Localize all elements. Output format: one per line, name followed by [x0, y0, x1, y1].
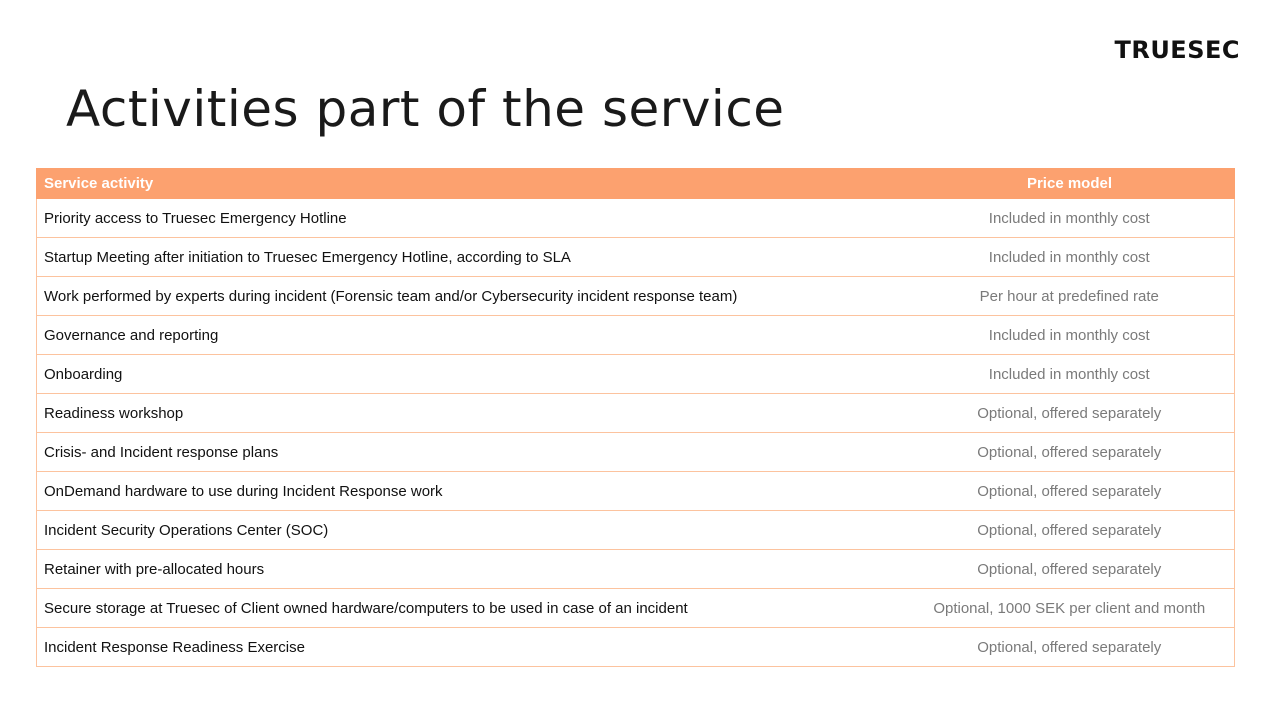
table-row [37, 199, 1235, 238]
activity-cell: Secure storage at Truesec of Client owned hardware/computers to be used in case of an incident [37, 589, 905, 628]
activity-cell: Onboarding [37, 355, 905, 394]
price-cell: Optional, offered separately [905, 550, 1235, 589]
table-row [37, 628, 1235, 667]
table-header-row [37, 169, 1235, 199]
price-cell: Included in monthly cost [905, 355, 1235, 394]
header-price-model: Price model [905, 169, 1235, 199]
truesec-logo: TRUESEC [1114, 36, 1240, 64]
table-row [37, 316, 1235, 355]
price-cell: Optional, offered separately [905, 394, 1235, 433]
table-row [37, 238, 1235, 277]
activity-cell: Work performed by experts during incident (Forensic team and/or Cybersecurity incident response team) [37, 277, 905, 316]
table-row [37, 433, 1235, 472]
activity-cell: Governance and reporting [37, 316, 905, 355]
activity-cell: Priority access to Truesec Emergency Hotline [37, 199, 905, 238]
price-cell: Optional, offered separately [905, 511, 1235, 550]
price-cell: Included in monthly cost [905, 199, 1235, 238]
table-row [37, 511, 1235, 550]
price-cell: Optional, offered separately [905, 472, 1235, 511]
table-row [37, 355, 1235, 394]
activity-cell: Retainer with pre-allocated hours [37, 550, 905, 589]
price-cell: Included in monthly cost [905, 238, 1235, 277]
table-row [37, 394, 1235, 433]
table-row [37, 472, 1235, 511]
table-row [37, 550, 1235, 589]
price-cell: Included in monthly cost [905, 316, 1235, 355]
table-body [37, 199, 1235, 667]
price-cell: Optional, offered separately [905, 628, 1235, 667]
price-cell: Per hour at predefined rate [905, 277, 1235, 316]
price-cell: Optional, offered separately [905, 433, 1235, 472]
table-row [37, 277, 1235, 316]
price-cell: Optional, 1000 SEK per client and month [905, 589, 1235, 628]
activity-cell: Incident Security Operations Center (SOC) [37, 511, 905, 550]
activity-cell: Startup Meeting after initiation to Truesec Emergency Hotline, according to SLA [37, 238, 905, 277]
activity-cell: OnDemand hardware to use during Incident Response work [37, 472, 905, 511]
activity-cell: Incident Response Readiness Exercise [37, 628, 905, 667]
activity-cell: Readiness workshop [37, 394, 905, 433]
page-title: Activities part of the service [66, 80, 785, 138]
activity-cell: Crisis- and Incident response plans [37, 433, 905, 472]
service-activities-table [36, 168, 1235, 667]
table-row [37, 589, 1235, 628]
header-service-activity: Service activity [37, 169, 905, 199]
